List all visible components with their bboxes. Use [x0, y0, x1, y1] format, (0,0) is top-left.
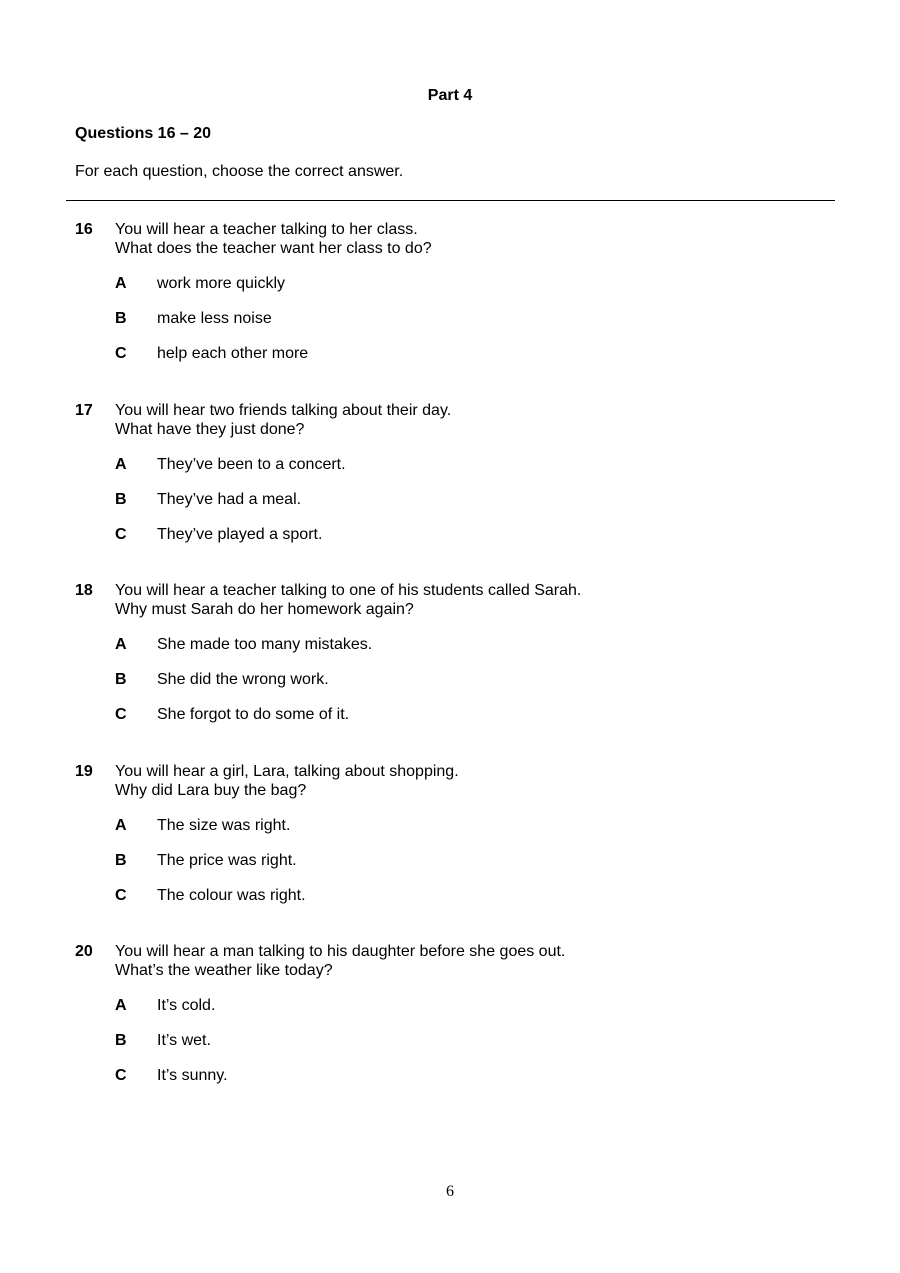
section-heading: Questions 16 – 20 — [75, 125, 212, 142]
option-text: They’ve played a sport. — [157, 526, 323, 543]
question-19 — [75, 762, 835, 907]
option-letter: B — [115, 491, 127, 508]
question-prompt — [115, 581, 581, 619]
option-letter: B — [115, 671, 127, 688]
question-context: You will hear a teacher talking to her class. — [115, 221, 418, 238]
question-16 — [75, 220, 835, 365]
question-prompt — [115, 942, 565, 980]
option-text: It’s wet. — [157, 1032, 211, 1049]
option-letter: B — [115, 1032, 127, 1049]
option-text: She did the wrong work. — [157, 671, 329, 688]
option-text: It’s cold. — [157, 997, 216, 1014]
option-letter: A — [115, 456, 127, 473]
question-number: 20 — [75, 943, 93, 960]
question-number: 18 — [75, 582, 93, 599]
question-context: You will hear two friends talking about their day. — [115, 402, 452, 419]
option-letter: A — [115, 275, 127, 292]
question-prompt — [115, 401, 451, 439]
question-context: You will hear a girl, Lara, talking about shopping. — [115, 763, 459, 780]
option-text: They’ve had a meal. — [157, 491, 302, 508]
option-text: make less noise — [157, 310, 272, 327]
question-prompt — [115, 220, 432, 258]
question-context: You will hear a teacher talking to one of his students called Sarah. — [115, 582, 582, 599]
question-context: You will hear a man talking to his daughter before she goes out. — [115, 943, 566, 960]
option-letter: C — [115, 887, 127, 904]
option-text: The size was right. — [157, 817, 291, 834]
option-letter: B — [115, 852, 127, 869]
question-stem: What’s the weather like today? — [115, 962, 333, 979]
question-number: 16 — [75, 221, 93, 238]
question-stem: Why must Sarah do her homework again? — [115, 601, 414, 618]
option-letter: A — [115, 997, 127, 1014]
option-text: help each other more — [157, 345, 309, 362]
option-text: She made too many mistakes. — [157, 636, 373, 653]
option-text: It’s sunny. — [157, 1067, 228, 1084]
question-20 — [75, 942, 835, 1087]
option-letter: C — [115, 345, 127, 362]
question-18 — [75, 581, 835, 726]
question-prompt — [115, 762, 459, 800]
divider-line — [66, 200, 835, 201]
question-stem: Why did Lara buy the bag? — [115, 782, 307, 799]
option-letter: C — [115, 706, 127, 723]
option-letter: B — [115, 310, 127, 327]
option-text: The colour was right. — [157, 887, 306, 904]
option-letter: C — [115, 1067, 127, 1084]
instruction-text: For each question, choose the correct answer. — [75, 163, 404, 180]
question-number: 17 — [75, 402, 93, 419]
question-17 — [75, 401, 835, 546]
question-number: 19 — [75, 763, 93, 780]
option-text: The price was right. — [157, 852, 297, 869]
option-text: She forgot to do some of it. — [157, 706, 350, 723]
option-letter: A — [115, 817, 127, 834]
page-number: 6 — [446, 1183, 454, 1200]
question-stem: What does the teacher want her class to do? — [115, 240, 432, 257]
question-stem: What have they just done? — [115, 421, 305, 438]
option-letter: C — [115, 526, 127, 543]
option-letter: A — [115, 636, 127, 653]
page-title: Part 4 — [427, 87, 473, 104]
option-text: work more quickly — [157, 275, 286, 292]
option-text: They’ve been to a concert. — [157, 456, 346, 473]
